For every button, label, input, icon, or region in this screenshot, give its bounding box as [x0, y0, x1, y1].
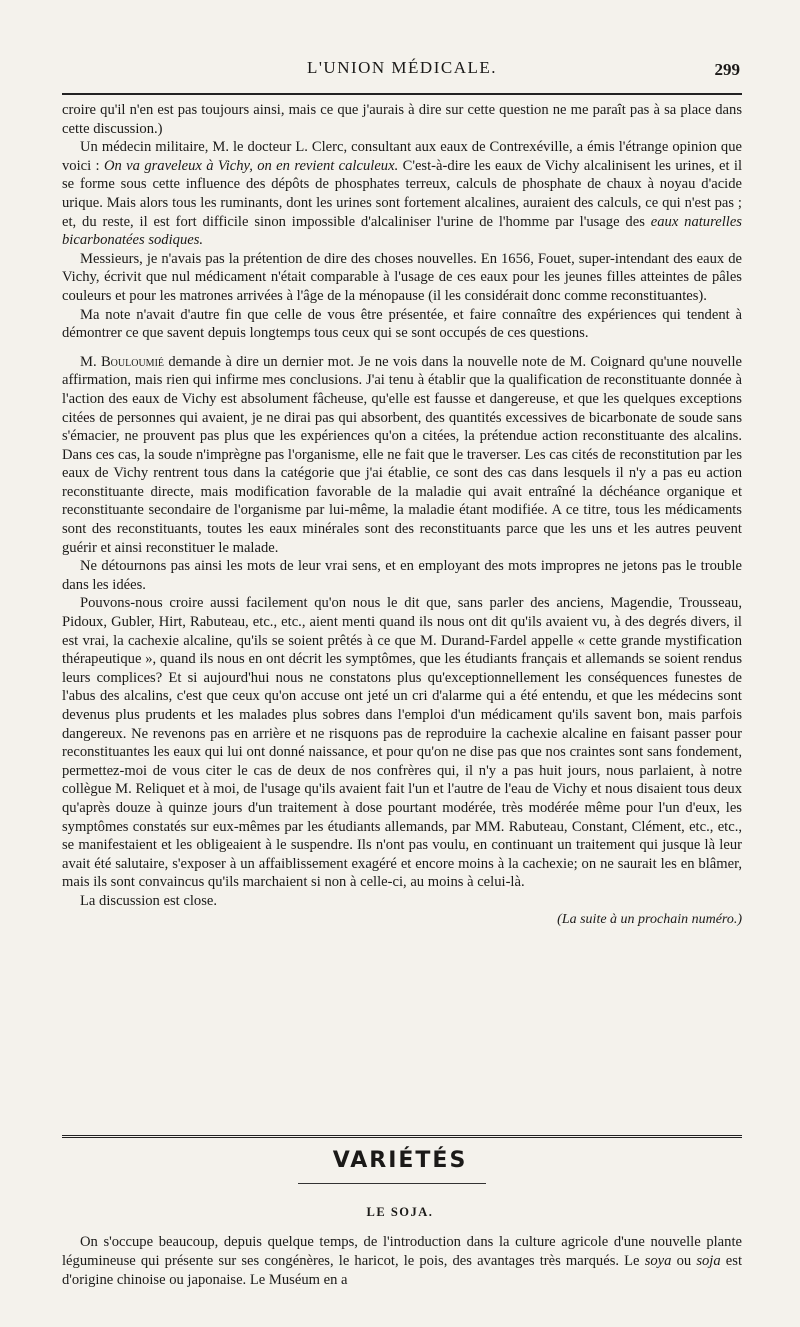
text-run: ou — [676, 1252, 692, 1269]
continuation-note: (La suite à un prochain numéro.) — [557, 911, 742, 927]
paragraph: croire qu'il n'en est pas toujours ainsi, mais ce que j'aurais à dire sur cette question ne me paraît pas à sa place dans cette discussion.) — [62, 102, 742, 137]
text-run: demande à dire un dernier mot. Je ne vois dans la nouvelle note de M. Coignard qu'une nouvelle affirmation, mais rien qui infirme mes conclusions. J'ai tenu à établir que la qualification de reconstituante donnée à l'action des eaux de Vichy est absolument fâcheuse, qu'elle est fausse et dangereuse, et que les quelques exceptions citées de personnes qui avaient, je ne dirai pas qui absorbent, des quantités excessives de bicarbonate de soude sans s'émacier, ne prouvent pas plus que les expériences qu'on a citées, la prétendue action reconstituante des alcalins. Dans ces cas, la soude n'imprègne pas l'organisme, elle ne fait que le traverser. Les cas cités de reconstitution par les eaux de Vichy rentrent tous dans la catégorie que j'ai établie, ce sont des cas dans lesquels il n'y a pas eu action reconstituante directe, mais modification favorable de la maladie qui avait entraîné la déchéance organique et reconstituante secondaire de l'organisme par lui-même, la maladie étant modifiée. A ce titre, tous les médicaments sont des reconstituants, toutes les eaux minérales sont des reconstituants parce que les uns et les autres peuvent guérir et ainsi reconstituer le malade. — [62, 353, 743, 556]
section-body — [62, 1233, 742, 1289]
article-body — [62, 101, 742, 929]
paragraph: La discussion est close. — [80, 892, 217, 909]
paragraph: Ma note n'avait d'autre fin que celle de vous être présentée, et faire connaître des expériences qui tendent à démontrer ce que savent depuis longtemps tous ceux qui se sont occupés de ces questions. — [62, 306, 742, 342]
paragraph — [62, 1233, 742, 1289]
paragraph: Ne détournons pas ainsi les mots de leur vrai sens, et en employant des mots impropres ne jetons pas le trouble dans les idées. — [62, 558, 742, 593]
text-run: M. — [80, 353, 97, 370]
paragraph: Pouvons-nous croire aussi facilement qu'on nous le dit que, sans parler des anciens, Magendie, Trousseau, Pidoux, Gubler, Hirt, Rabuteau, etc., etc., aient menti quand ils nous ont dit qu'ils avaient vu, à des degrés divers, il est vrai, la cachexie alcaline, qu'ils se soient prêtés à ce que M. Durand-Fardel appelle « cette grande mystification thérapeutique », quand ils nous en ont décrit les symptômes, que les étudiants français et allemands se soient rendus leurs complices? Et si aujourd'hui nous ne constatons plus qu'exceptionnellement les conséquences funestes de l'abus des alcalins, c'est que ceux qu'on accuse ont jeté un cri d'alarme qui a été entendu, et que les médecins sont devenus plus prudents et les malades plus sobres dans l'emploi d'un médicament qu'ils savent bon, mais parfois dangereux. Ne revenons pas en arrière et ne risquons pas de reproduire la cachexie alcaline en faisant passer pour reconstituantes les eaux qui lui ont donné naissance, et pour qu'on ne dise pas que nos craintes sont sans fondement, permettez-moi de vous citer le cas de deux de nos confrères qui, il n'y a pas huit jours, nous parlaient, à notre collègue M. Reliquet et à moi, de l'usage qu'ils avaient fait l'un et l'autre de l'eau de Vichy et nous disaient tous deux qu'après douze à quinze jours d'un traitement à dose pourtant modérée, très modérée même pour l'un d'eux, les symptômes constatés sur eux-mêmes par les étudiants allemands, par MM. Rabuteau, Constant, Clément, etc., etc., se manifestaient et les obligeaient à le suspendre. Ils n'ont pas voulu, en continuant un traitement qui jusque là leur avait été salutaire, s'exposer à un affaiblissement exagéré et encore moins à la cachexie; on ne saurait les en blâmer, mais ils sont convaincus qu'ils marchaient si non à celle-ci, au moins à celui-là. — [62, 595, 742, 891]
paragraph: Messieurs, je n'avais pas la prétention de dire des choses nouvelles. En 1656, Fouet, super-intendant des eaux de Vichy, écrivit que nul médicament n'était comparable à l'usage de ces eaux pour les jeunes filles atteintes de pâles couleurs et pour les matrones arrivées à l'âge de la ménopause (il les considérait donc comme reconstituantes). — [62, 250, 742, 304]
section-divider — [62, 1135, 742, 1142]
subsection-title: LE SOJA. — [366, 1205, 434, 1219]
header-rule — [62, 93, 742, 95]
section-title: VARIÉTÉS — [332, 1148, 468, 1173]
text-run: est d'origine chinoise ou japonaise. Le Muséum en a — [62, 1252, 743, 1288]
quoted-saying: On va graveleux à Vichy, on en revient calculeux. — [103, 157, 399, 174]
italic-phrase: eaux naturelles bicarbonatées sodiques. — [62, 213, 742, 249]
title-underline — [298, 1183, 486, 1184]
page-number: 299 — [714, 60, 740, 79]
italic-word: soya — [644, 1252, 672, 1269]
paragraph — [62, 353, 742, 558]
page-header — [62, 58, 742, 84]
paragraph — [62, 138, 742, 250]
italic-word: soja — [696, 1252, 721, 1269]
text-run: C'est-à-dire les eaux de Vichy alcalinisent les urines, et il se forme sous cette influence des dépôts de phosphates terreux, calculs de phosphate de chaux à noyau d'acide urique. Mais alors tous les ruminants, dont les urines sont fortement alcalines, auraient des calculs, ce qui n'est pas ; et, du reste, il est fort difficile sinon impossible d'alcaliniser l'urine de l'homme par l'usage des — [62, 157, 743, 230]
running-title: L'UNION MÉDICALE. — [306, 58, 498, 77]
speaker-name: Bouloumié — [100, 353, 165, 370]
text-run: On s'occupe beaucoup, depuis quelque temps, de l'introduction dans la culture agricole d'une nouvelle plante légumineuse qui présente sur ses congénères, le haricot, le pois, des avantages très marqués. Le — [62, 1234, 742, 1269]
text-run: Un médecin militaire, M. le docteur L. Clerc, consultant aux eaux de Contrexéville, a émis l'étrange opinion que voici : — [62, 139, 742, 174]
